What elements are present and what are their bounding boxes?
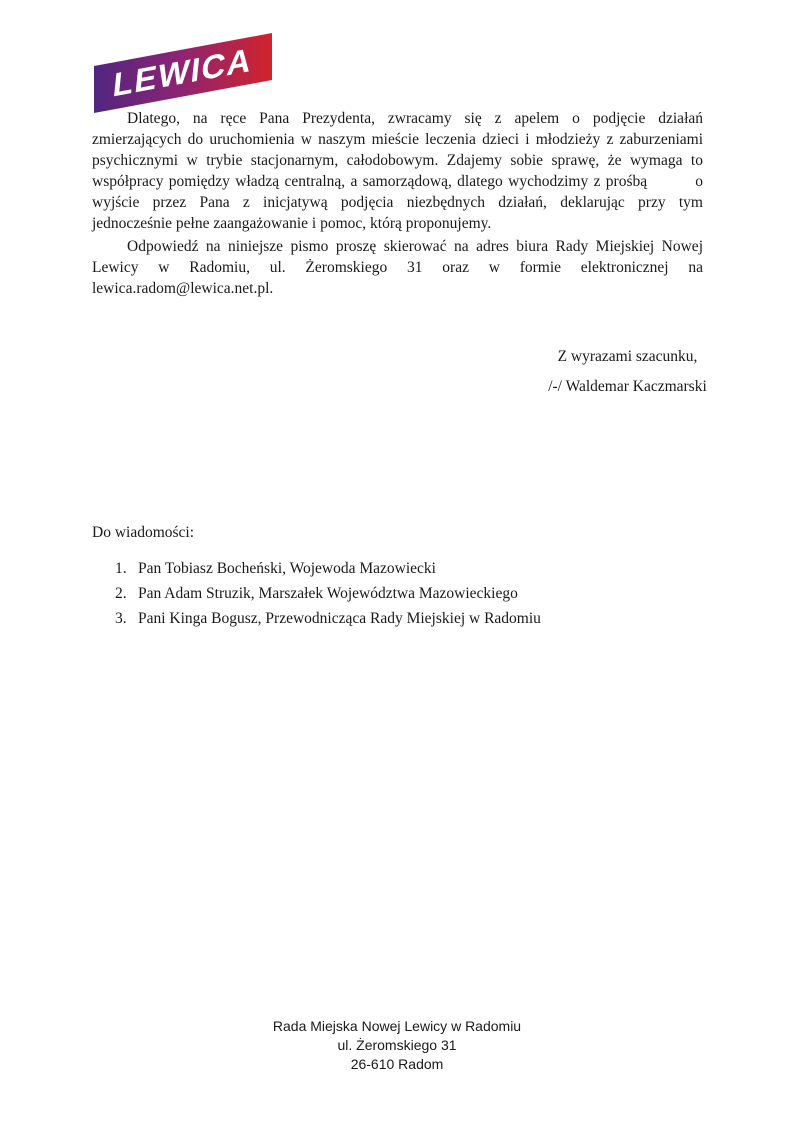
paragraph-line: współpracy pomiędzy władzą centralną, a samorządową, dlatego wychodzimy z prośbą o [92, 173, 703, 190]
paragraph-line: wyjście przez Pana z inicjatywą podjęcia niezbędnych działań, deklarując przy tym [92, 194, 703, 211]
footer-line-city: 26-610 Radom [350, 1056, 444, 1072]
lewica-logo-text: LEWICA [111, 40, 255, 104]
paragraph-appeal [92, 108, 703, 234]
footer-address [0, 1017, 794, 1074]
signature-closing: Z wyrazami szacunku, [557, 348, 698, 365]
signature-block [455, 346, 794, 397]
cc-list [92, 558, 703, 629]
cc-item-text: Pan Adam Struzik, Marszałek Województwa Mazowieckiego [138, 585, 518, 602]
paragraph-line: Lewicy w Radomiu, ul. Żeromskiego 31 oraz w formie elektronicznej na [92, 259, 703, 276]
cc-heading: Do wiadomości: [92, 524, 195, 541]
footer-line-organization: Rada Miejska Nowej Lewicy w Radomiu [272, 1018, 522, 1034]
paragraph-line: jednocześnie pełne zaangażowanie i pomoc, którą proponujemy. [92, 215, 492, 232]
cc-list-item [92, 583, 703, 604]
paragraph-line: zmierzających do uruchomienia w naszym mieście leczenia dzieci i młodzieży z zaburzeniami [92, 131, 703, 148]
signature-name: /-/ Waldemar Kaczmarski [548, 378, 707, 395]
paragraph-line: Odpowiedź na niniejsze pismo proszę skierować na adres biura Rady Miejskiej Nowej [127, 238, 703, 255]
cc-item-text: Pani Kinga Bogusz, Przewodnicząca Rady Miejskiej w Radomiu [138, 610, 541, 627]
paragraph-line: Dlatego, na ręce Pana Prezydenta, zwracamy się z apelem o podjęcie działań [127, 110, 703, 127]
cc-item-number: 2. [115, 585, 127, 602]
lewica-logo [94, 33, 272, 113]
cc-item-number: 1. [115, 560, 127, 577]
paragraph-line: psychicznymi w trybie stacjonarnym, całodobowym. Zdajemy sobie sprawę, że wymaga to [92, 152, 703, 169]
footer-line-street: ul. Żeromskiego 31 [337, 1037, 457, 1053]
paragraph-response-address [92, 236, 703, 299]
cc-section [92, 522, 703, 633]
paragraph-line email-line: lewica.radom@lewica.net.pl. [92, 280, 274, 297]
cc-list-item [92, 558, 703, 579]
cc-item-text: Pan Tobiasz Bocheński, Wojewoda Mazowiecki [138, 560, 436, 577]
cc-list-item [92, 608, 703, 629]
cc-item-number: 3. [115, 610, 127, 627]
